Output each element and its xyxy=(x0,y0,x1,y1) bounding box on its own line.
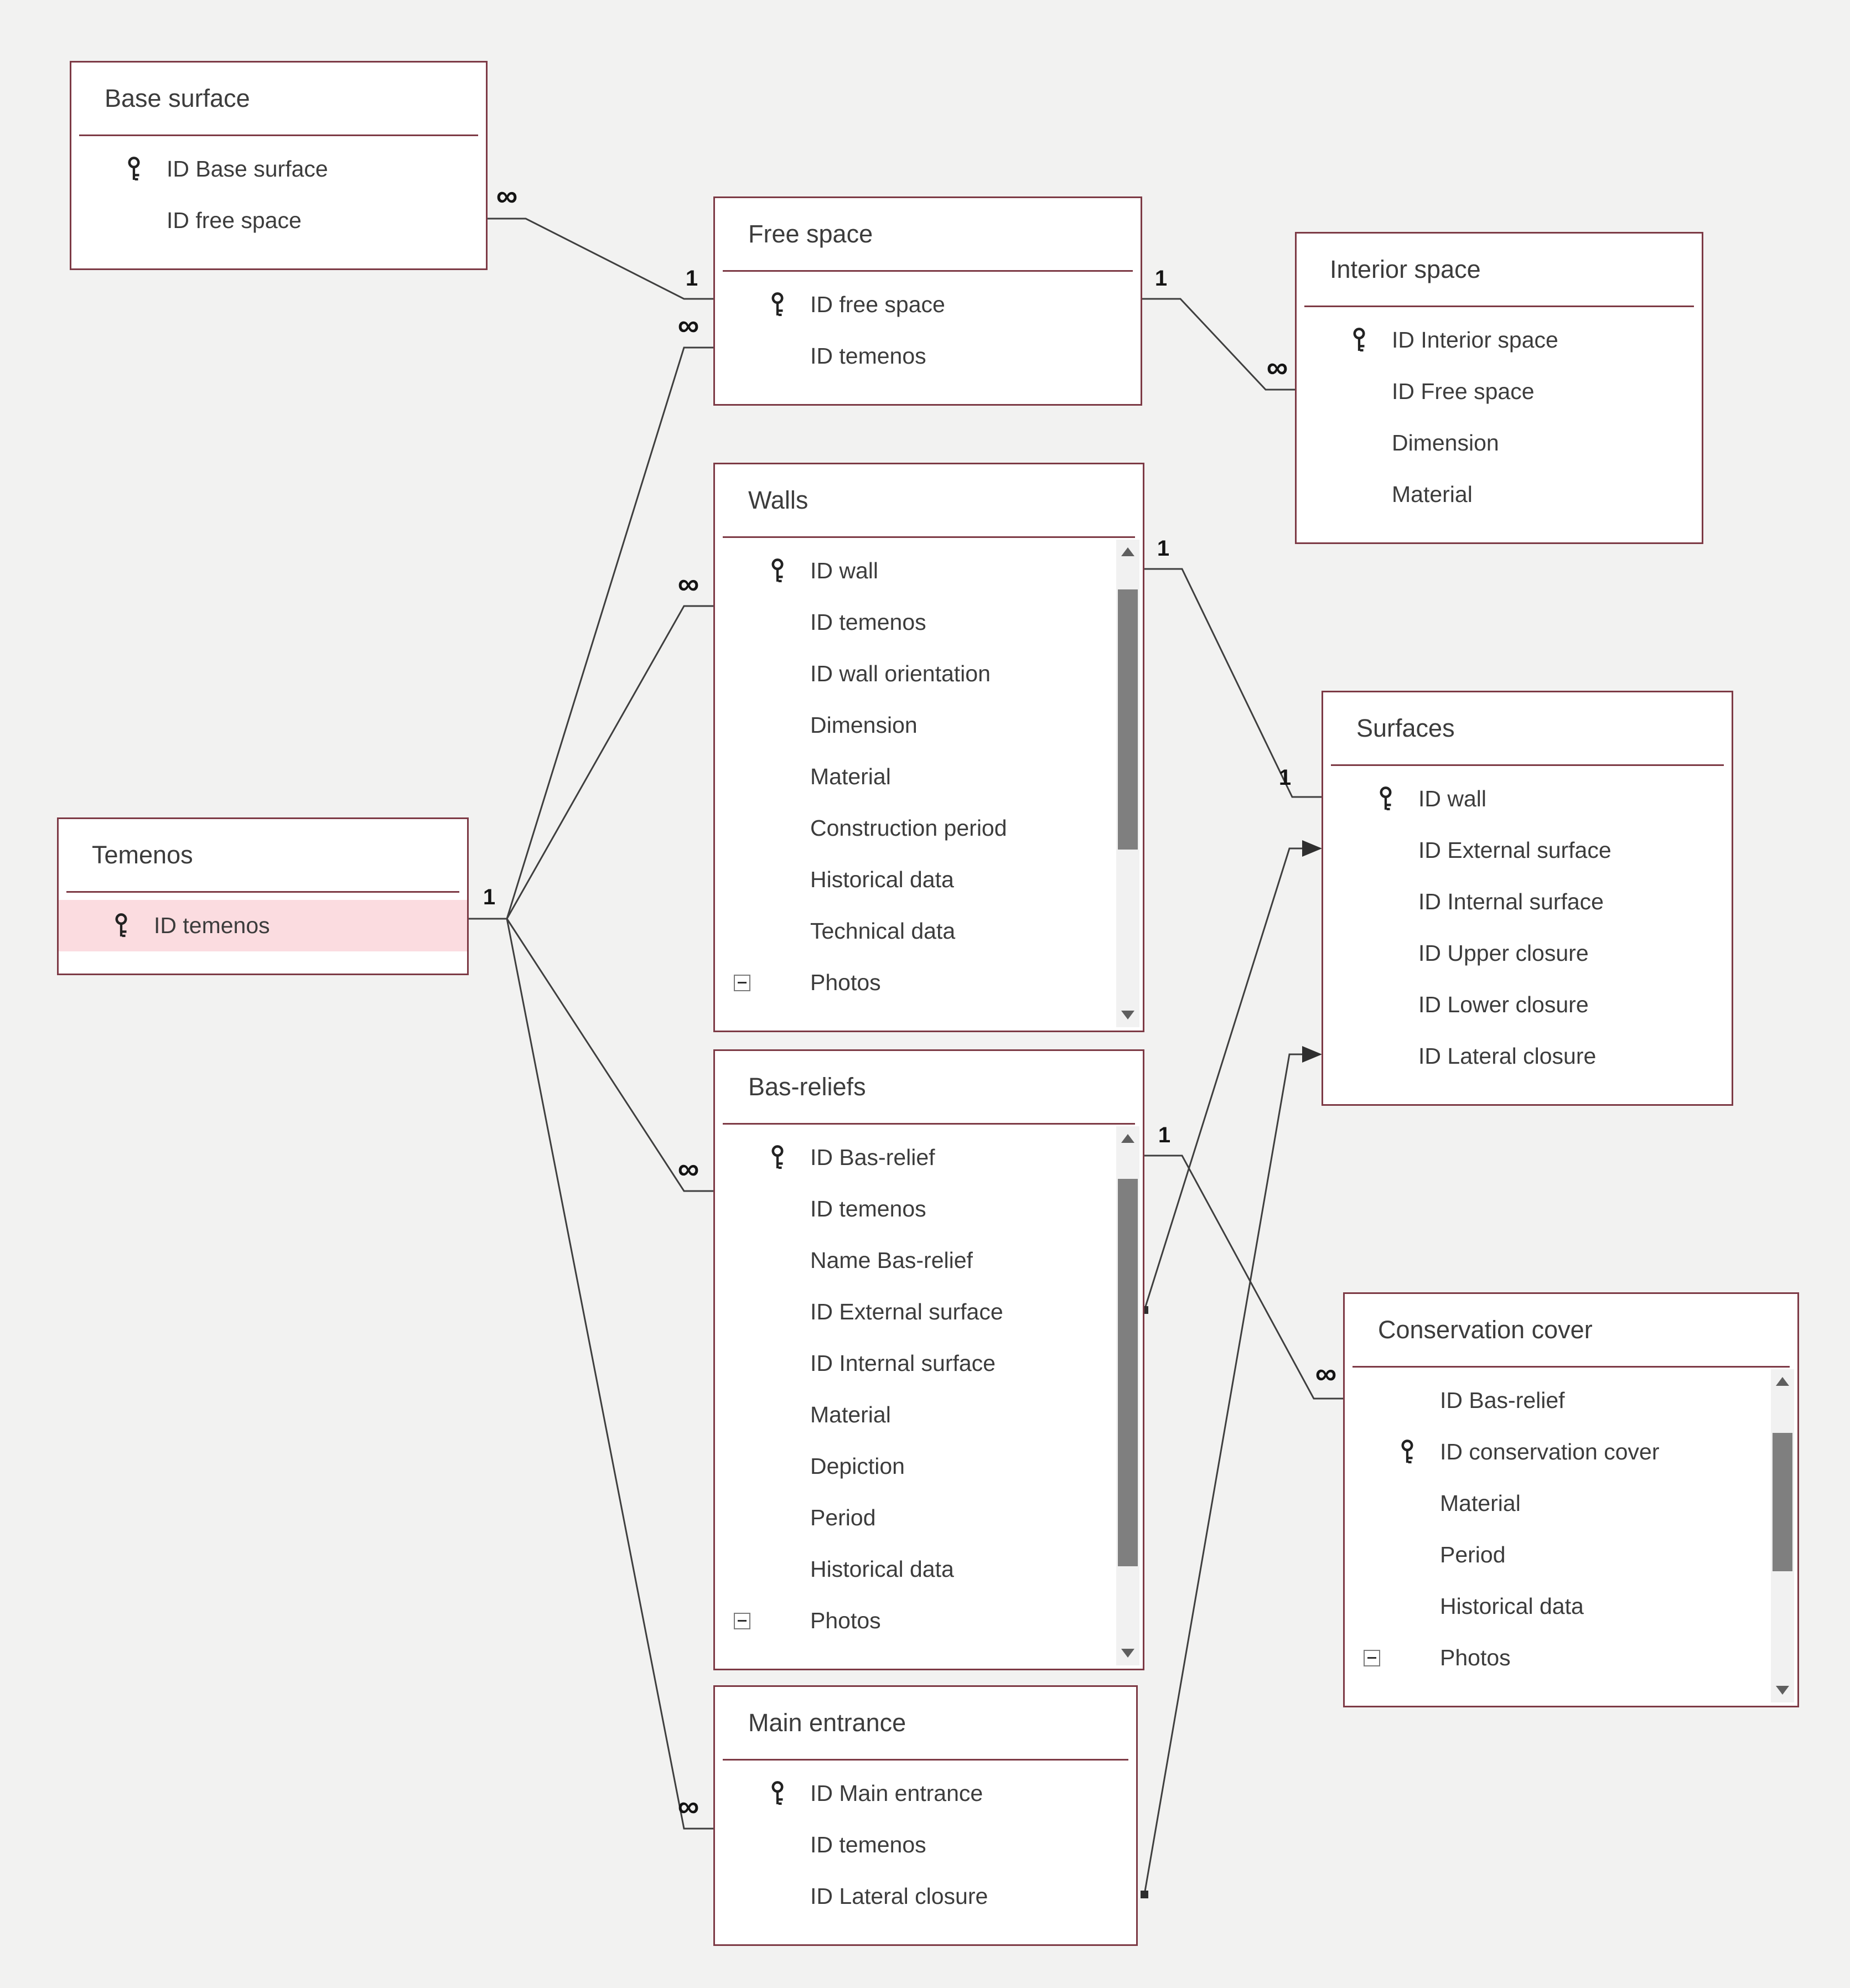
table-title[interactable]: Interior space xyxy=(1330,255,1481,283)
field-row[interactable] xyxy=(715,1871,1136,1922)
table-temenos[interactable] xyxy=(57,817,469,975)
field-label: ID Main entrance xyxy=(810,1780,983,1806)
cardinality-many-label: ∞ xyxy=(496,179,518,213)
field-row[interactable] xyxy=(715,1389,1112,1441)
expand-toggle-icon[interactable] xyxy=(1364,1650,1380,1666)
table-title[interactable]: Base surface xyxy=(105,84,250,112)
field-label: Photos xyxy=(810,970,881,995)
field-label: ID free space xyxy=(167,208,302,233)
primary-key-icon xyxy=(768,1781,787,1806)
table-title[interactable]: Walls xyxy=(748,486,809,514)
scroll-down-icon[interactable] xyxy=(1116,1641,1139,1665)
table-title[interactable]: Conservation cover xyxy=(1378,1316,1593,1344)
scroll-thumb[interactable] xyxy=(1773,1433,1792,1571)
field-row[interactable] xyxy=(715,854,1112,905)
field-label: ID Interior space xyxy=(1392,327,1558,353)
expand-toggle-icon[interactable] xyxy=(734,1613,750,1629)
field-label: ID Free space xyxy=(1392,379,1535,404)
field-row[interactable] xyxy=(715,1492,1112,1544)
primary-key-icon xyxy=(1398,1440,1417,1465)
field-label: ID External surface xyxy=(810,1299,1003,1324)
field-label: ID temenos xyxy=(810,609,926,635)
field-row[interactable] xyxy=(1323,1031,1732,1082)
field-row[interactable] xyxy=(715,700,1112,751)
field-label: ID Lower closure xyxy=(1418,992,1589,1017)
field-row[interactable] xyxy=(715,1595,1112,1647)
field-label: Dimension xyxy=(810,712,918,738)
field-row[interactable] xyxy=(715,330,1141,382)
table-title[interactable]: Free space xyxy=(748,220,873,248)
field-row[interactable] xyxy=(715,545,1112,597)
field-label: ID conservation cover xyxy=(1440,1439,1660,1464)
field-row[interactable] xyxy=(715,597,1112,648)
field-row[interactable] xyxy=(71,195,486,246)
primary-key-icon xyxy=(768,292,787,318)
field-label: Dimension xyxy=(1392,430,1499,455)
scroll-up-icon[interactable] xyxy=(1116,540,1139,564)
field-label: Material xyxy=(810,1402,891,1427)
expand-toggle-icon[interactable] xyxy=(734,975,750,991)
field-label: Material xyxy=(1392,482,1473,507)
field-row[interactable] xyxy=(715,1441,1112,1492)
field-row[interactable] xyxy=(715,1768,1136,1819)
field-row[interactable] xyxy=(1345,1478,1766,1529)
relationship-line-basreliefs-surfaces[interactable] xyxy=(1144,848,1320,1310)
scroll-up-icon[interactable] xyxy=(1771,1369,1794,1394)
scroll-up-icon[interactable] xyxy=(1116,1126,1139,1151)
table-title[interactable]: Temenos xyxy=(92,841,193,869)
cardinality-one-label: 1 xyxy=(1158,1123,1171,1147)
field-label: Period xyxy=(810,1505,876,1530)
field-label: Depiction xyxy=(810,1453,905,1479)
cardinality-many-label: ∞ xyxy=(677,1152,699,1185)
field-row[interactable] xyxy=(1323,773,1732,825)
field-label: Period xyxy=(1440,1542,1506,1567)
table-conservation-cover[interactable] xyxy=(1343,1292,1799,1707)
field-row[interactable] xyxy=(715,1544,1112,1595)
field-row[interactable] xyxy=(1323,928,1732,979)
field-row[interactable] xyxy=(1297,469,1702,520)
field-label: ID free space xyxy=(810,292,945,317)
field-row[interactable] xyxy=(715,1183,1112,1235)
field-row[interactable] xyxy=(715,279,1141,330)
cardinality-many-label: ∞ xyxy=(1266,351,1288,384)
field-label: Construction period xyxy=(810,815,1007,841)
field-row[interactable] xyxy=(715,1132,1112,1183)
primary-key-icon xyxy=(768,558,787,584)
field-label: Technical data xyxy=(810,918,956,944)
field-label: ID temenos xyxy=(810,1196,926,1221)
cardinality-one-label: 1 xyxy=(483,885,496,909)
primary-key-icon xyxy=(125,157,143,182)
primary-key-icon xyxy=(1350,328,1369,353)
field-label: Name Bas-relief xyxy=(810,1247,973,1273)
table-interior-space[interactable] xyxy=(1295,232,1703,544)
field-row[interactable] xyxy=(1297,366,1702,417)
table-bas-reliefs[interactable] xyxy=(713,1049,1144,1670)
cardinality-one-label: 1 xyxy=(1157,536,1170,561)
cardinality-one-label: 1 xyxy=(1278,765,1292,790)
relationship-line-basreliefs-conservationcover[interactable] xyxy=(1144,1156,1343,1399)
field-label: ID Internal surface xyxy=(810,1350,996,1376)
scroll-thumb[interactable] xyxy=(1118,589,1138,850)
field-row[interactable] xyxy=(715,1338,1112,1389)
field-row-highlighted[interactable] xyxy=(59,900,467,951)
field-label: ID temenos xyxy=(810,1832,926,1857)
field-row[interactable] xyxy=(1345,1581,1766,1632)
field-label: ID Internal surface xyxy=(1418,889,1604,914)
field-label: Material xyxy=(810,764,891,789)
relationship-line-basesurface-freespace[interactable] xyxy=(488,219,713,299)
join-endpoint-dot xyxy=(1141,1891,1148,1898)
relationship-line-mainentrance-surfaces[interactable] xyxy=(1144,1054,1320,1894)
table-base-surface[interactable] xyxy=(70,61,488,270)
field-label: ID Bas-relief xyxy=(810,1145,935,1170)
field-label: Material xyxy=(1440,1490,1521,1516)
relationship-line-temenos-mainentrance[interactable] xyxy=(507,919,713,1829)
field-label: Historical data xyxy=(810,867,954,892)
scroll-down-icon[interactable] xyxy=(1771,1678,1794,1702)
table-main-entrance[interactable] xyxy=(713,1685,1138,1946)
table-title[interactable]: Main entrance xyxy=(748,1709,906,1737)
field-row[interactable] xyxy=(1323,876,1732,928)
cardinality-one-label: 1 xyxy=(685,266,698,291)
cardinality-many-label: ∞ xyxy=(677,567,699,600)
cardinality-many-label: ∞ xyxy=(1315,1357,1337,1390)
relationship-line-temenos-basreliefs[interactable] xyxy=(507,919,713,1191)
field-label: ID Lateral closure xyxy=(1418,1043,1597,1069)
field-label: ID wall xyxy=(810,558,879,583)
table-title[interactable]: Surfaces xyxy=(1356,714,1455,742)
field-row[interactable] xyxy=(1345,1529,1766,1581)
field-label: Photos xyxy=(1440,1645,1511,1670)
scroll-thumb[interactable] xyxy=(1118,1179,1138,1566)
table-title[interactable]: Bas-reliefs xyxy=(748,1073,866,1101)
cardinality-many-label: ∞ xyxy=(677,309,699,342)
scrollbar[interactable] xyxy=(1116,1126,1139,1665)
field-row[interactable] xyxy=(71,143,486,195)
field-label: ID Base surface xyxy=(167,156,328,182)
field-label: ID temenos xyxy=(810,343,926,369)
relationship-line-temenos-freespace[interactable] xyxy=(507,348,713,919)
field-row[interactable] xyxy=(1297,417,1702,469)
field-row[interactable] xyxy=(715,803,1112,854)
table-surfaces[interactable] xyxy=(1322,691,1733,1106)
field-row[interactable] xyxy=(715,1235,1112,1286)
field-row[interactable] xyxy=(715,1819,1136,1871)
field-label: ID Upper closure xyxy=(1418,940,1589,966)
relationship-line-temenos-walls[interactable] xyxy=(507,606,713,919)
field-label: ID Lateral closure xyxy=(810,1883,988,1909)
field-row[interactable] xyxy=(715,957,1112,1008)
field-row[interactable] xyxy=(715,905,1112,957)
field-row[interactable] xyxy=(1345,1375,1766,1426)
field-row[interactable] xyxy=(715,751,1112,803)
field-label: ID wall xyxy=(1418,786,1487,811)
field-label: ID temenos xyxy=(154,913,270,938)
field-label: ID wall orientation xyxy=(810,661,991,686)
field-row[interactable] xyxy=(715,648,1112,700)
primary-key-icon xyxy=(112,913,131,939)
table-walls[interactable] xyxy=(713,463,1144,1032)
field-label: ID External surface xyxy=(1418,837,1611,863)
table-free-space[interactable] xyxy=(713,196,1142,406)
field-row[interactable] xyxy=(1345,1426,1766,1478)
field-row[interactable] xyxy=(1323,825,1732,876)
field-row[interactable] xyxy=(1297,314,1702,366)
field-label: Historical data xyxy=(1440,1593,1584,1619)
field-label: Photos xyxy=(810,1608,881,1633)
cardinality-many-label: ∞ xyxy=(677,1790,699,1823)
field-label: Historical data xyxy=(810,1556,954,1582)
scroll-down-icon[interactable] xyxy=(1116,1003,1139,1027)
cardinality-one-label: 1 xyxy=(1154,266,1168,291)
field-label: ID Bas-relief xyxy=(1440,1388,1565,1413)
scrollbar[interactable] xyxy=(1116,540,1139,1027)
field-row[interactable] xyxy=(715,1286,1112,1338)
field-row[interactable] xyxy=(1345,1632,1766,1684)
field-row[interactable] xyxy=(1323,979,1732,1031)
primary-key-icon xyxy=(1376,786,1395,812)
primary-key-icon xyxy=(768,1145,787,1171)
relationship-line-walls-surfaces[interactable] xyxy=(1144,569,1322,797)
scrollbar[interactable] xyxy=(1771,1369,1794,1702)
